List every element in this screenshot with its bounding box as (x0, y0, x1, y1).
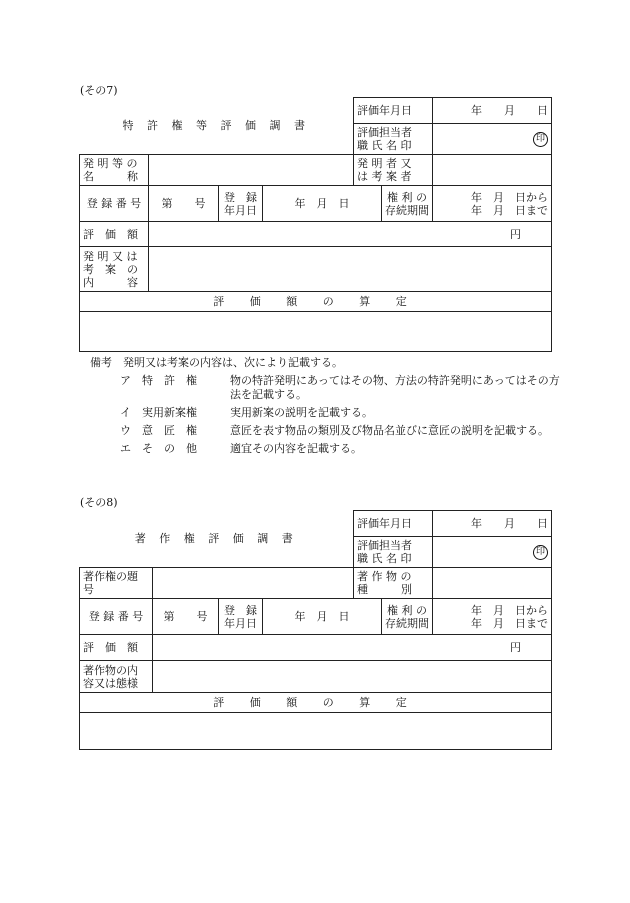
eval-date-field[interactable]: 年 月 日 (433, 511, 552, 537)
work-kind-field[interactable] (433, 568, 552, 599)
form-title: 特 許 権 等 評 価 調 書 (122, 119, 310, 133)
amount-label: 評 価 額 (80, 222, 149, 247)
content-label: 著作物の内 容又は態様 (80, 661, 153, 693)
form-title: 著 作 権 評 価 調 書 (134, 532, 298, 546)
period-label: 権 利 の 存続期間 (382, 599, 433, 635)
amount-field[interactable]: 円 (149, 222, 552, 247)
work-kind-label: 著 作 物 の 種 別 (354, 568, 433, 599)
work-title-label: 著作権の題 号 (80, 568, 153, 599)
remarks-item: ア 特 許 権 物の特許発明にあってはその物、方法の特許発明にあってはその方法を記載する。 (120, 374, 560, 401)
remarks-item: ウ 意 匠 権 意匠を表す物品の類別及び物品名並びに意匠の説明を記載する。 (120, 424, 549, 437)
officer-label: 評価担当者 職 氏 名 印 (354, 537, 433, 568)
officer-field[interactable] (433, 537, 552, 568)
calc-field[interactable] (80, 312, 552, 352)
work-title-field[interactable] (153, 568, 354, 599)
patent-evaluation-form (79, 97, 552, 352)
invention-name-label: 発 明 等 の 名 称 (80, 155, 149, 186)
period-label: 権 利 の 存続期間 (382, 186, 433, 222)
eval-date-label: 評価年月日 (354, 98, 433, 124)
reg-date-label: 登 録 年月日 (219, 186, 263, 222)
invention-name-field[interactable] (149, 155, 354, 186)
remarks-item: エ そ の 他 適宜その内容を記載する。 (120, 442, 362, 455)
content-field[interactable] (149, 247, 552, 292)
reg-no-label: 登 録 番 号 (80, 186, 149, 222)
reg-date-field[interactable]: 年 月 日 (263, 599, 382, 635)
calc-field[interactable] (80, 713, 552, 750)
officer-field[interactable] (433, 124, 552, 155)
reg-no-field[interactable]: 第 号 (153, 599, 219, 635)
period-field[interactable]: 年 月 日から 年 月 日まで (433, 186, 552, 222)
reg-date-label: 登 録 年月日 (219, 599, 263, 635)
calc-header: 評 価 額 の 算 定 (80, 292, 552, 312)
calc-header: 評 価 額 の 算 定 (80, 693, 552, 713)
inventor-field[interactable] (433, 155, 552, 186)
content-label: 発 明 又 は 考 案 の 内 容 (80, 247, 149, 292)
seal-icon: 印 (533, 545, 548, 560)
copyright-evaluation-form (79, 510, 552, 750)
reg-no-label: 登 録 番 号 (80, 599, 153, 635)
remarks-heading: 備考 発明又は考案の内容は、次により記載する。 (90, 356, 343, 369)
section-label-8: (その8) (80, 496, 118, 509)
eval-date-label: 評価年月日 (354, 511, 433, 537)
amount-label: 評 価 額 (80, 635, 153, 661)
inventor-label: 発 明 者 又 は 考 案 者 (354, 155, 433, 186)
content-field[interactable] (153, 661, 552, 693)
reg-no-field[interactable]: 第 号 (149, 186, 219, 222)
amount-field[interactable]: 円 (153, 635, 552, 661)
eval-date-field[interactable]: 年 月 日 (433, 98, 552, 124)
reg-date-field[interactable]: 年 月 日 (263, 186, 382, 222)
section-label-7: (その7) (80, 84, 118, 97)
officer-label: 評価担当者 職 氏 名 印 (354, 124, 433, 155)
remarks (90, 356, 560, 456)
period-field[interactable]: 年 月 日から 年 月 日まで (433, 599, 552, 635)
remarks-item: イ 実用新案権 実用新案の説明を記載する。 (120, 406, 373, 419)
seal-icon: 印 (533, 132, 548, 147)
